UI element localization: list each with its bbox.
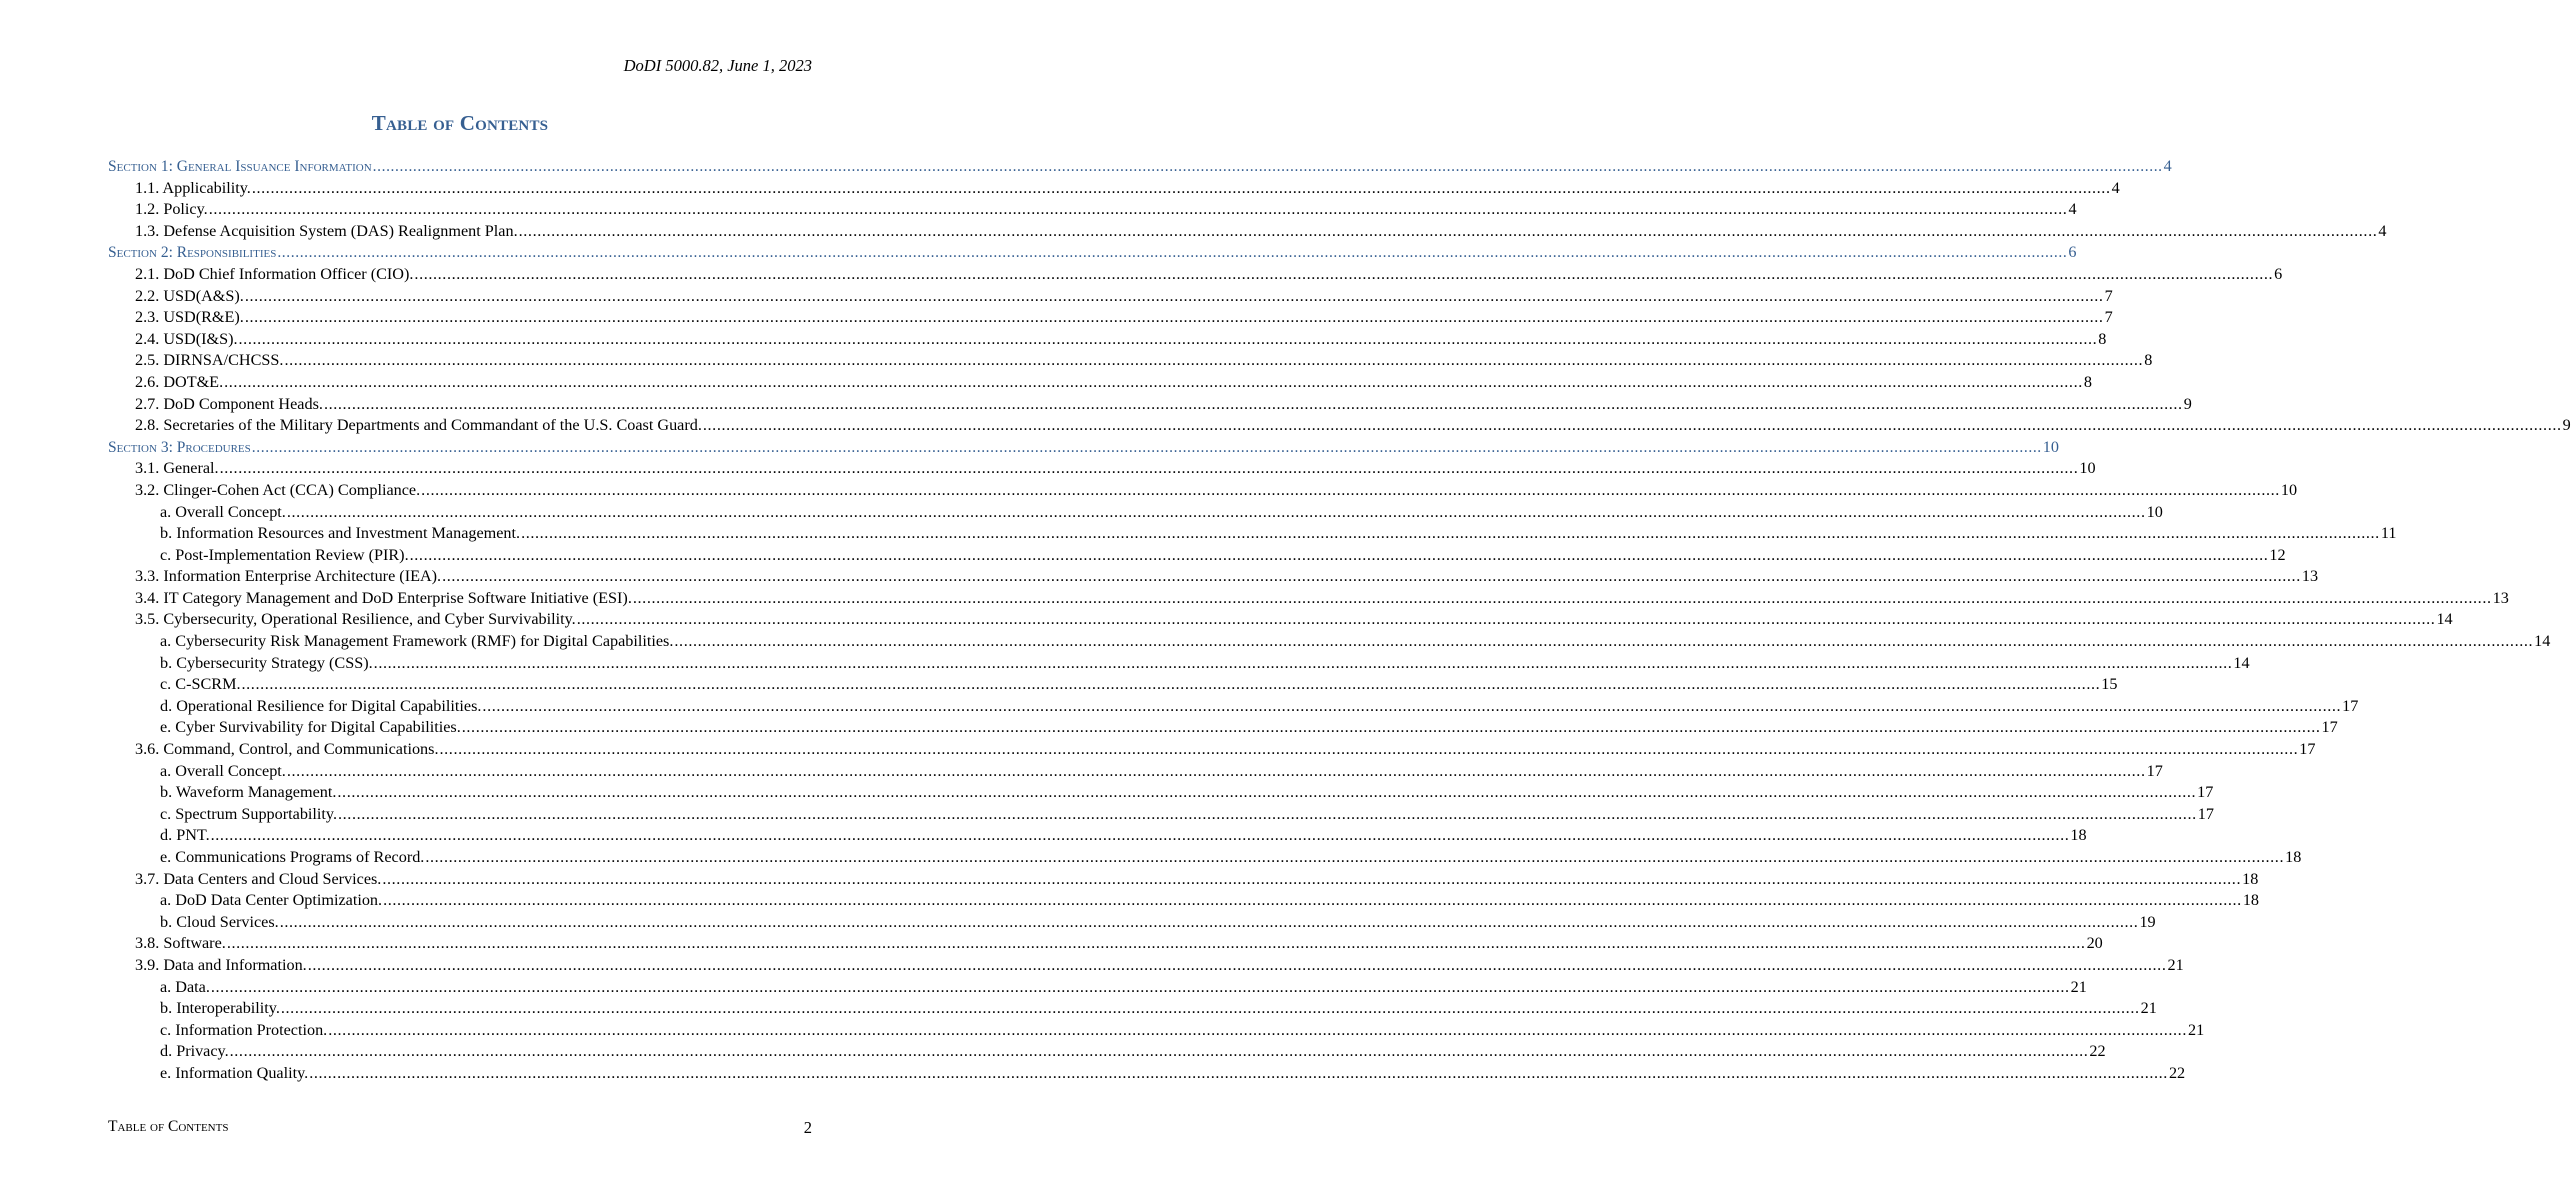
toc-page-number: 21 xyxy=(2140,999,2157,1018)
toc-entry-label: c. Information Protection. xyxy=(160,1020,328,1039)
toc-page-number: 13 xyxy=(2301,567,2319,586)
toc-entry-label: 3.2. Clinger-Cohen Act (CCA) Compliance. xyxy=(135,480,421,499)
toc-entry-link[interactable] xyxy=(108,674,2118,696)
dot-leader: ................................................................................................................................................................................................................................................................................................................................................................................................................ xyxy=(208,200,2068,219)
toc-entry-label: e. Communications Programs of Record. xyxy=(160,848,425,866)
toc-entry-link[interactable] xyxy=(108,286,2113,308)
toc-page-number: 4 xyxy=(2163,157,2172,175)
toc-page-number: 20 xyxy=(2086,934,2103,953)
table-of-contents xyxy=(108,156,2571,1085)
dot-leader: ................................................................................................................................................................................................................................................................................................................................................................................................................ xyxy=(372,158,2163,175)
dot-leader: ................................................................................................................................................................................................................................................................................................................................................................................................................ xyxy=(307,955,2167,974)
toc-entry-label: b. Interoperability. xyxy=(160,999,280,1018)
toc-entry-label: d. PNT. xyxy=(160,826,210,845)
toc-entry-label: a. Overall Concept. xyxy=(160,761,286,780)
toc-entry-label: 3.4. IT Category Management and DoD Enterprise Software Initiative (ESI). xyxy=(135,588,632,607)
dot-leader: ................................................................................................................................................................................................................................................................................................................................................................................................................ xyxy=(219,459,2079,478)
toc-page-number: 13 xyxy=(2492,588,2509,607)
toc-entry-label: 3.3. Information Enterprise Architecture (IEA). xyxy=(135,567,442,586)
toc-entry-link[interactable] xyxy=(108,1020,2205,1042)
toc-entry-link[interactable] xyxy=(108,933,2103,955)
toc-entry-label: 3.8. Software. xyxy=(135,934,226,953)
toc-entry-link[interactable] xyxy=(108,998,2157,1020)
toc-page-number: 10 xyxy=(2042,437,2059,456)
toc-entry-link[interactable] xyxy=(108,566,2319,588)
toc-entry-label: Section 2: Responsibilities xyxy=(108,244,277,262)
toc-entry-link[interactable] xyxy=(108,912,2156,934)
dot-leader: ................................................................................................................................................................................................................................................................................................................................................................................................................ xyxy=(279,912,2139,931)
toc-entry-label: 1.2. Policy. xyxy=(135,200,208,219)
toc-entry-link[interactable] xyxy=(108,307,2113,329)
toc-entry-link[interactable] xyxy=(108,869,2259,891)
dot-leader: ................................................................................................................................................................................................................................................................................................................................................................................................................ xyxy=(482,696,2342,715)
toc-entry-link[interactable] xyxy=(108,588,2509,610)
toc-page-number: 14 xyxy=(2436,610,2453,629)
toc-page-number: 18 xyxy=(2242,891,2260,910)
toc-page-number: 17 xyxy=(2299,740,2316,759)
document-header: DoDI 5000.82, June 1, 2023 xyxy=(623,56,812,75)
dot-leader: ................................................................................................................................................................................................................................................................................................................................................................................................................ xyxy=(521,524,2380,543)
toc-entry-label: d. Privacy. xyxy=(160,1042,229,1061)
toc-entry-label: 2.3. USD(R&E). xyxy=(135,308,244,327)
dot-leader: ................................................................................................................................................................................................................................................................................................................................................................................................................ xyxy=(461,718,2321,737)
dot-leader: ................................................................................................................................................................................................................................................................................................................................................................................................................ xyxy=(439,740,2299,759)
toc-page-number: 10 xyxy=(2280,480,2298,499)
toc-page-number: 7 xyxy=(2104,308,2113,327)
toc-entry-label: 3.6. Command, Control, and Communications. xyxy=(135,740,439,759)
toc-entry-link[interactable] xyxy=(108,523,2397,545)
dot-leader: ................................................................................................................................................................................................................................................................................................................................................................................................................ xyxy=(280,999,2140,1018)
toc-entry-link[interactable] xyxy=(108,372,2092,394)
toc-entry-label: Section 3: Procedures xyxy=(108,438,251,456)
toc-entry-label: c. Spectrum Supportability. xyxy=(160,804,337,823)
dot-leader: ................................................................................................................................................................................................................................................................................................................................................................................................................ xyxy=(238,329,2098,348)
toc-entry-label: a. Overall Concept. xyxy=(160,502,286,521)
toc-entry-label: c. C-SCRM. xyxy=(160,675,241,694)
toc-section-link[interactable] xyxy=(108,437,2059,459)
toc-page-number: 4 xyxy=(2378,221,2387,240)
toc-entry-link[interactable] xyxy=(108,545,2286,567)
toc-entry-label: a. Data. xyxy=(160,977,210,996)
dot-leader: ................................................................................................................................................................................................................................................................................................................................................................................................................ xyxy=(337,783,2197,802)
dot-leader: ................................................................................................................................................................................................................................................................................................................................................................................................................ xyxy=(409,545,2269,564)
toc-section-link[interactable] xyxy=(108,156,2172,178)
toc-entry-link[interactable] xyxy=(108,350,2153,372)
toc-entry-label: b. Cybersecurity Strategy (CSS). xyxy=(160,653,373,672)
dot-leader: ................................................................................................................................................................................................................................................................................................................................................................................................................ xyxy=(382,869,2242,888)
toc-entry-link[interactable] xyxy=(108,458,2096,480)
toc-page-number: 14 xyxy=(2233,653,2250,672)
dot-leader: ................................................................................................................................................................................................................................................................................................................................................................................................................ xyxy=(229,1042,2089,1061)
toc-page-number: 17 xyxy=(2146,761,2163,780)
dot-leader: ................................................................................................................................................................................................................................................................................................................................................................................................................ xyxy=(226,934,2086,953)
toc-entry-label: 2.8. Secretaries of the Military Departments and Commandant of the U.S. Coast Guard. xyxy=(135,416,702,435)
toc-entry-link[interactable] xyxy=(108,631,2551,653)
toc-page-number: 4 xyxy=(2111,178,2120,197)
dot-leader: ................................................................................................................................................................................................................................................................................................................................................................................................................ xyxy=(576,610,2436,629)
toc-entry-label: 1.3. Defense Acquisition System (DAS) Realignment Plan. xyxy=(135,221,518,240)
toc-entry-label: b. Information Resources and Investment Management. xyxy=(160,524,521,543)
toc-entry-link[interactable] xyxy=(108,804,2214,826)
toc-entry-link[interactable] xyxy=(108,502,2163,524)
toc-entry-label: d. Operational Resilience for Digital Capabilities. xyxy=(160,696,482,715)
toc-entry-link[interactable] xyxy=(108,696,2359,718)
toc-section-link[interactable] xyxy=(108,242,2077,264)
toc-entry-link[interactable] xyxy=(108,825,2087,847)
dot-leader: ................................................................................................................................................................................................................................................................................................................................................................................................................ xyxy=(251,438,2042,456)
toc-entry-label: 2.1. DoD Chief Information Officer (CIO). xyxy=(135,264,414,283)
dot-leader: ................................................................................................................................................................................................................................................................................................................................................................................................................ xyxy=(383,891,2242,910)
dot-leader: ................................................................................................................................................................................................................................................................................................................................................................................................................ xyxy=(224,372,2083,391)
toc-entry-link[interactable] xyxy=(108,178,2120,200)
toc-entry-label: e. Information Quality. xyxy=(160,1063,309,1082)
toc-entry-link[interactable] xyxy=(108,199,2077,221)
toc-page-number: 21 xyxy=(2070,977,2087,996)
toc-page-number: 18 xyxy=(2070,826,2087,845)
dot-leader: ................................................................................................................................................................................................................................................................................................................................................................................................................ xyxy=(210,977,2070,996)
toc-page-number: 17 xyxy=(2321,718,2338,737)
toc-page-number: 10 xyxy=(2146,502,2163,521)
toc-page-number: 9 xyxy=(2562,416,2571,435)
toc-entry-link[interactable] xyxy=(108,480,2298,502)
toc-entry-label: 1.1. Applicability. xyxy=(135,178,251,197)
dot-leader: ................................................................................................................................................................................................................................................................................................................................................................................................................ xyxy=(425,848,2285,866)
footer-section-name: Table of Contents xyxy=(108,1118,229,1135)
toc-entry-label: 2.5. DIRNSA/CHCSS. xyxy=(135,351,284,370)
dot-leader: ................................................................................................................................................................................................................................................................................................................................................................................................................ xyxy=(286,502,2146,521)
page-title: Table of Contents xyxy=(371,111,549,135)
toc-entry-label: 2.2. USD(A&S). xyxy=(135,286,244,305)
toc-page-number: 6 xyxy=(2274,264,2283,283)
dot-leader: ................................................................................................................................................................................................................................................................................................................................................................................................................ xyxy=(421,480,2280,499)
toc-entry-label: 3.9. Data and Information. xyxy=(135,955,307,974)
toc-page-number: 22 xyxy=(2168,1063,2186,1082)
toc-entry-label: Section 1: General Issuance Information xyxy=(108,158,372,175)
toc-entry-label: a. DoD Data Center Optimization. xyxy=(160,891,383,910)
toc-entry-label: 3.7. Data Centers and Cloud Services. xyxy=(135,869,382,888)
dot-leader: ................................................................................................................................................................................................................................................................................................................................................................................................................ xyxy=(328,1020,2187,1039)
toc-page-number: 19 xyxy=(2139,912,2156,931)
toc-page-number: 9 xyxy=(2183,394,2192,413)
dot-leader: ................................................................................................................................................................................................................................................................................................................................................................................................................ xyxy=(323,394,2183,413)
dot-leader: ................................................................................................................................................................................................................................................................................................................................................................................................................ xyxy=(442,567,2301,586)
toc-entry-link[interactable] xyxy=(108,717,2338,739)
dot-leader: ................................................................................................................................................................................................................................................................................................................................................................................................................ xyxy=(210,826,2070,845)
toc-page-number: 12 xyxy=(2269,545,2286,564)
toc-page-number: 15 xyxy=(2101,675,2118,694)
toc-page-number: 22 xyxy=(2089,1042,2106,1061)
toc-entry-label: 3.1. General. xyxy=(135,459,219,478)
toc-entry-link[interactable] xyxy=(108,264,2283,286)
toc-entry-link[interactable] xyxy=(108,653,2250,675)
toc-page-number: 10 xyxy=(2079,459,2096,478)
toc-entry-label: 2.7. DoD Component Heads. xyxy=(135,394,323,413)
dot-leader: ................................................................................................................................................................................................................................................................................................................................................................................................................ xyxy=(241,675,2101,694)
toc-entry-link[interactable] xyxy=(108,1063,2186,1085)
dot-leader: ................................................................................................................................................................................................................................................................................................................................................................................................................ xyxy=(414,264,2274,283)
toc-entry-link[interactable] xyxy=(108,977,2087,999)
toc-entry-label: 2.6. DOT&E. xyxy=(135,372,224,391)
toc-page-number: 14 xyxy=(2534,632,2551,651)
toc-page-number: 4 xyxy=(2068,200,2077,219)
toc-entry-label: 3.5. Cybersecurity, Operational Resilience, and Cyber Survivability. xyxy=(135,610,576,629)
toc-page-number: 6 xyxy=(2068,243,2077,262)
dot-leader: ................................................................................................................................................................................................................................................................................................................................................................................................................ xyxy=(277,244,2068,262)
dot-leader: ................................................................................................................................................................................................................................................................................................................................................................................................................ xyxy=(286,761,2146,780)
dot-leader: ................................................................................................................................................................................................................................................................................................................................................................................................................ xyxy=(338,804,2197,823)
toc-page-number: 17 xyxy=(2342,696,2359,715)
toc-entry-link[interactable] xyxy=(108,1041,2106,1063)
dot-leader: ................................................................................................................................................................................................................................................................................................................................................................................................................ xyxy=(244,286,2104,305)
page-number: 2 xyxy=(803,1118,812,1137)
toc-entry-link[interactable] xyxy=(108,890,2260,912)
toc-entry-link[interactable] xyxy=(108,609,2453,631)
dot-leader: ................................................................................................................................................................................................................................................................................................................................................................................................................ xyxy=(702,416,2562,435)
toc-page-number: 17 xyxy=(2197,804,2214,823)
dot-leader: ................................................................................................................................................................................................................................................................................................................................................................................................................ xyxy=(244,308,2104,327)
toc-page-number: 7 xyxy=(2104,286,2113,305)
toc-entry-link[interactable] xyxy=(108,761,2163,783)
toc-entry-link[interactable] xyxy=(108,221,2387,243)
dot-leader: ................................................................................................................................................................................................................................................................................................................................................................................................................ xyxy=(674,632,2534,651)
toc-page-number: 18 xyxy=(2242,869,2259,888)
toc-page-number: 21 xyxy=(2187,1020,2205,1039)
toc-page-number: 21 xyxy=(2167,955,2184,974)
toc-page-number: 8 xyxy=(2144,351,2153,370)
toc-entry-link[interactable] xyxy=(108,739,2316,761)
toc-entry-link[interactable] xyxy=(108,415,2571,437)
toc-entry-label: a. Cybersecurity Risk Management Framework (RMF) for Digital Capabilities. xyxy=(160,632,674,651)
toc-entry-link[interactable] xyxy=(108,394,2192,416)
toc-page-number: 8 xyxy=(2083,372,2092,391)
toc-entry-label: b. Waveform Management. xyxy=(160,783,337,802)
dot-leader: ................................................................................................................................................................................................................................................................................................................................................................................................................ xyxy=(309,1063,2168,1082)
toc-page-number: 8 xyxy=(2098,329,2107,348)
toc-entry-link[interactable] xyxy=(108,329,2107,351)
toc-page-number: 17 xyxy=(2197,783,2214,802)
toc-entry-label: e. Cyber Survivability for Digital Capabilities. xyxy=(160,718,461,737)
toc-page-number: 11 xyxy=(2380,524,2397,543)
toc-entry-label: c. Post-Implementation Review (PIR). xyxy=(160,545,409,564)
dot-leader: ................................................................................................................................................................................................................................................................................................................................................................................................................ xyxy=(632,588,2492,607)
dot-leader: ................................................................................................................................................................................................................................................................................................................................................................................................................ xyxy=(284,351,2144,370)
toc-entry-label: b. Cloud Services. xyxy=(160,912,279,931)
toc-entry-link[interactable] xyxy=(108,955,2184,977)
toc-entry-link[interactable] xyxy=(108,782,2214,804)
dot-leader: ................................................................................................................................................................................................................................................................................................................................................................................................................ xyxy=(518,221,2378,240)
dot-leader: ................................................................................................................................................................................................................................................................................................................................................................................................................ xyxy=(251,178,2111,197)
toc-page-number: 18 xyxy=(2285,848,2302,866)
dot-leader: ................................................................................................................................................................................................................................................................................................................................................................................................................ xyxy=(373,653,2233,672)
toc-entry-label: 2.4. USD(I&S). xyxy=(135,329,238,348)
toc-entry-link[interactable] xyxy=(108,847,2302,869)
